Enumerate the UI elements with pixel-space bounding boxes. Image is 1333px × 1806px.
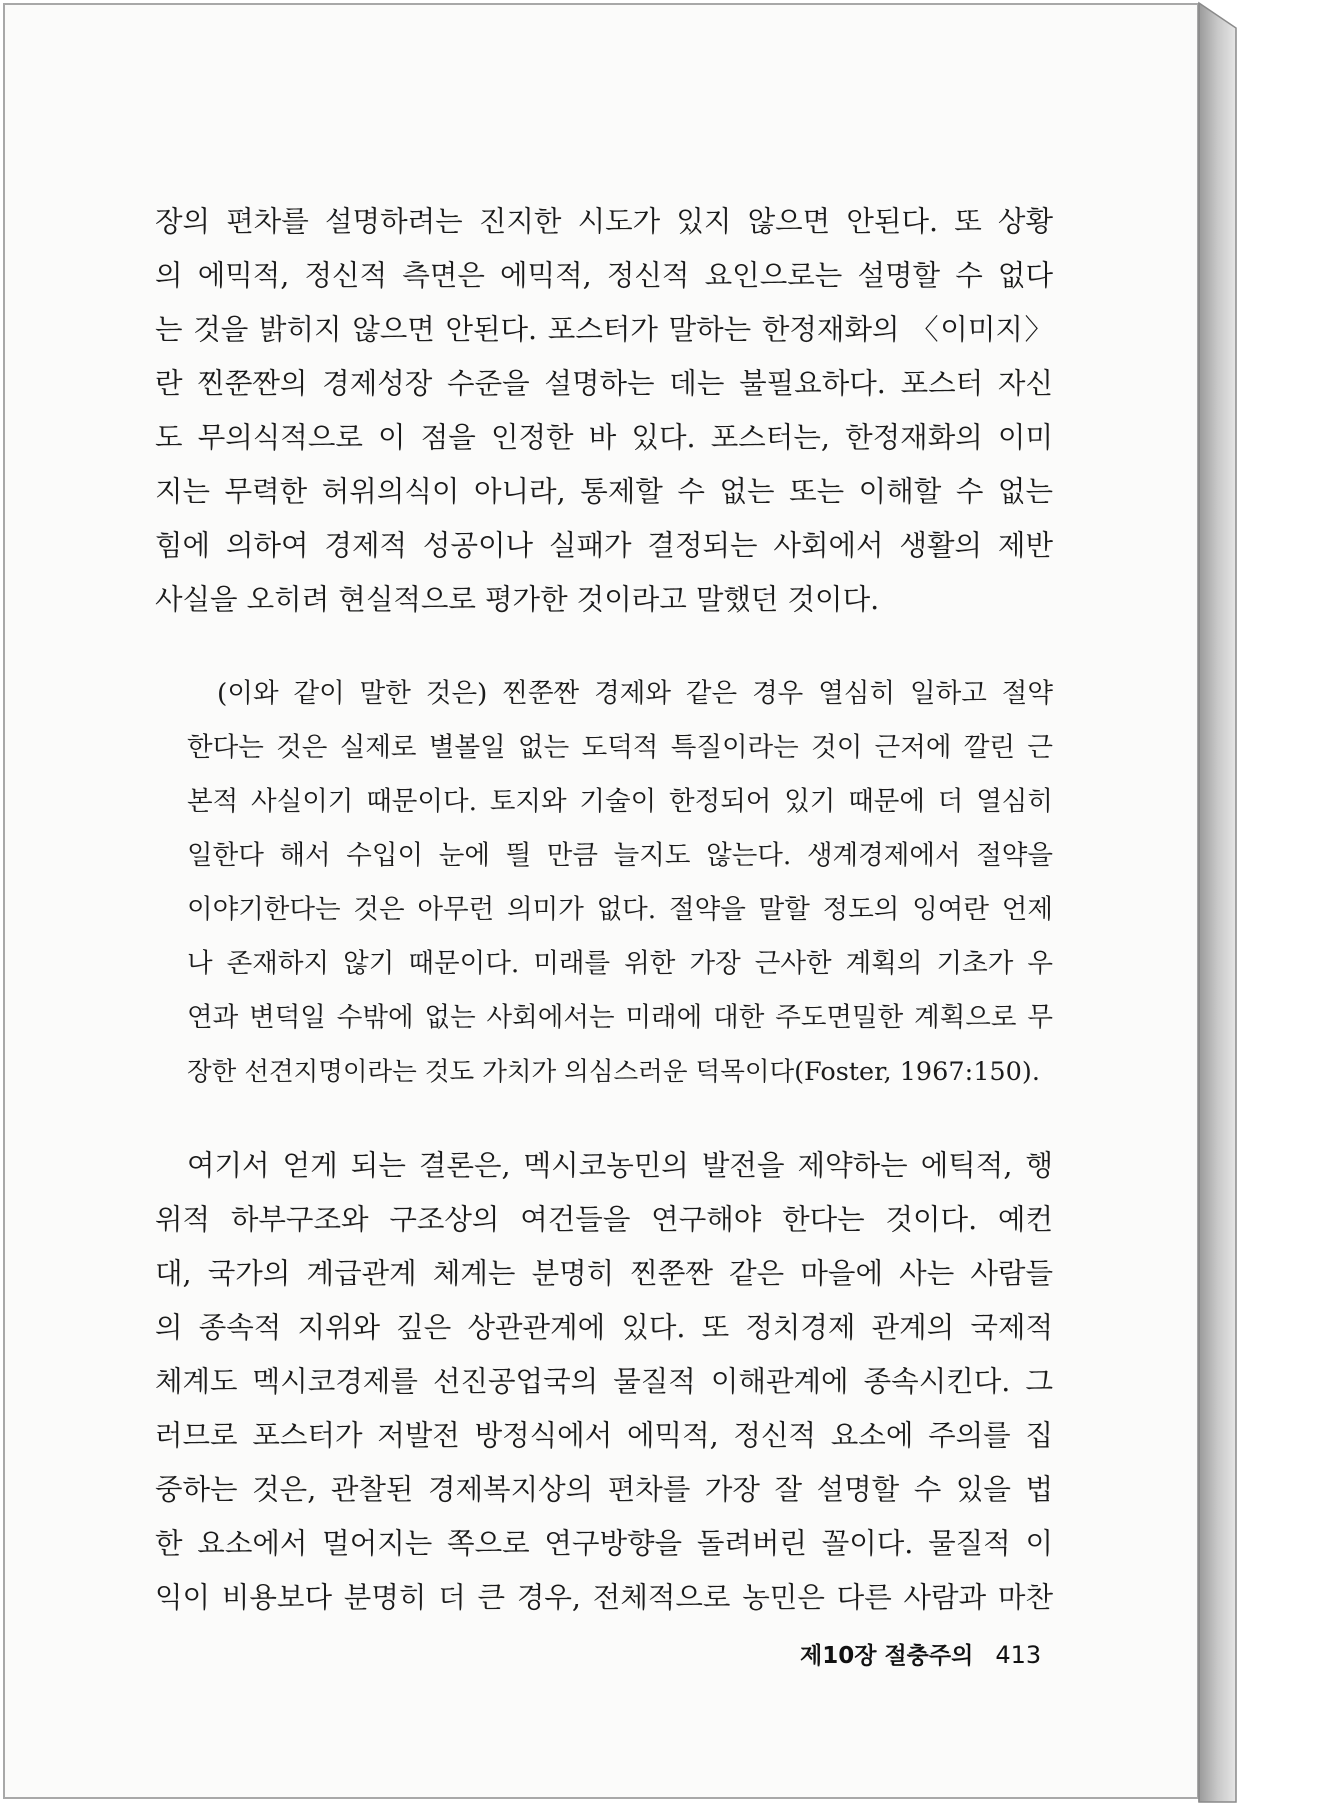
quote-line: 한다는 것은 실제로 별볼일 없는 도덕적 특질이라는 것이 근저에 깔린 근 [187, 732, 1053, 763]
text-line: 는 것을 밝히지 않으면 안된다. 포스터가 말하는 한정재화의 〈이미지〉 [155, 313, 1053, 346]
quote-line: 일한다 해서 수입이 눈에 띌 만큼 늘지도 않는다. 생계경제에서 절약을 [187, 840, 1053, 871]
text-line: 러므로 포스터가 저발전 방정식에서 에믹적, 정신적 요소에 주의를 집 [155, 1419, 1053, 1452]
text-line: 사실을 오히려 현실적으로 평가한 것이라고 말했던 것이다. [155, 583, 880, 616]
text-line: 도 무의식적으로 이 점을 인정한 바 있다. 포스터는, 한정재화의 이미 [155, 421, 1053, 454]
quote-line: 장한 선견지명이라는 것도 가치가 의심스러운 덕목이다(Foster, 1967:150). [187, 1057, 1040, 1087]
text-line: 체계도 멕시코경제를 선진공업국의 물질적 이해관계에 종속시킨다. 그 [155, 1365, 1053, 1398]
page-number: 413 [995, 1641, 1042, 1669]
text-line: 의 에믹적, 정신적 측면은 에믹적, 정신적 요인으로는 설명할 수 없다 [155, 259, 1053, 292]
quote-line: 본적 사실이기 때문이다. 토지와 기술이 한정되어 있기 때문에 더 열심히 [187, 786, 1053, 817]
text-line: 위적 하부구조와 구조상의 여건들을 연구해야 한다는 것이다. 예컨 [155, 1203, 1053, 1236]
quote-line: 이야기한다는 것은 아무런 의미가 없다. 절약을 말할 정도의 잉여란 언제 [187, 894, 1053, 925]
page-edge-shadow [1190, 0, 1333, 1806]
quote-line: (이와 같이 말한 것은) 찐쭌짠 경제와 같은 경우 열심히 일하고 절약 [217, 678, 1053, 709]
text-line: 장의 편차를 설명하려는 진지한 시도가 있지 않으면 안된다. 또 상황 [155, 205, 1053, 238]
text-line: 중하는 것은, 관찰된 경제복지상의 편차를 가장 잘 설명할 수 있을 법 [155, 1473, 1053, 1506]
quote-line: 나 존재하지 않기 때문이다. 미래를 위한 가장 근사한 계획의 기초가 우 [187, 948, 1053, 979]
quote-line: 연과 변덕일 수밖에 없는 사회에서는 미래에 대한 주도면밀한 계획으로 무 [187, 1002, 1053, 1033]
book-page [3, 3, 1199, 1799]
chapter-title: 제10장 절충주의 [800, 1643, 974, 1669]
running-footer [800, 1637, 1040, 1673]
text-line: 지는 무력한 허위의식이 아니라, 통제할 수 없는 또는 이해할 수 없는 [155, 475, 1053, 508]
text-line: 익이 비용보다 분명히 더 큰 경우, 전체적으로 농민은 다른 사람과 마찬 [155, 1581, 1053, 1614]
text-line: 란 찐쭌짠의 경제성장 수준을 설명하는 데는 불필요하다. 포스터 자신 [155, 367, 1053, 400]
text-line: 한 요소에서 멀어지는 쪽으로 연구방향을 돌려버린 꼴이다. 물질적 이 [155, 1527, 1053, 1560]
text-line: 의 종속적 지위와 깊은 상관관계에 있다. 또 정치경제 관계의 국제적 [155, 1311, 1053, 1344]
text-line: 대, 국가의 계급관계 체계는 분명히 찐쭌짠 같은 마을에 사는 사람들 [155, 1257, 1053, 1290]
text-line: 여기서 얻게 되는 결론은, 멕시코농민의 발전을 제약하는 에틱적, 행 [187, 1149, 1053, 1182]
text-line: 힘에 의하여 경제적 성공이나 실패가 결정되는 사회에서 생활의 제반 [155, 529, 1053, 562]
